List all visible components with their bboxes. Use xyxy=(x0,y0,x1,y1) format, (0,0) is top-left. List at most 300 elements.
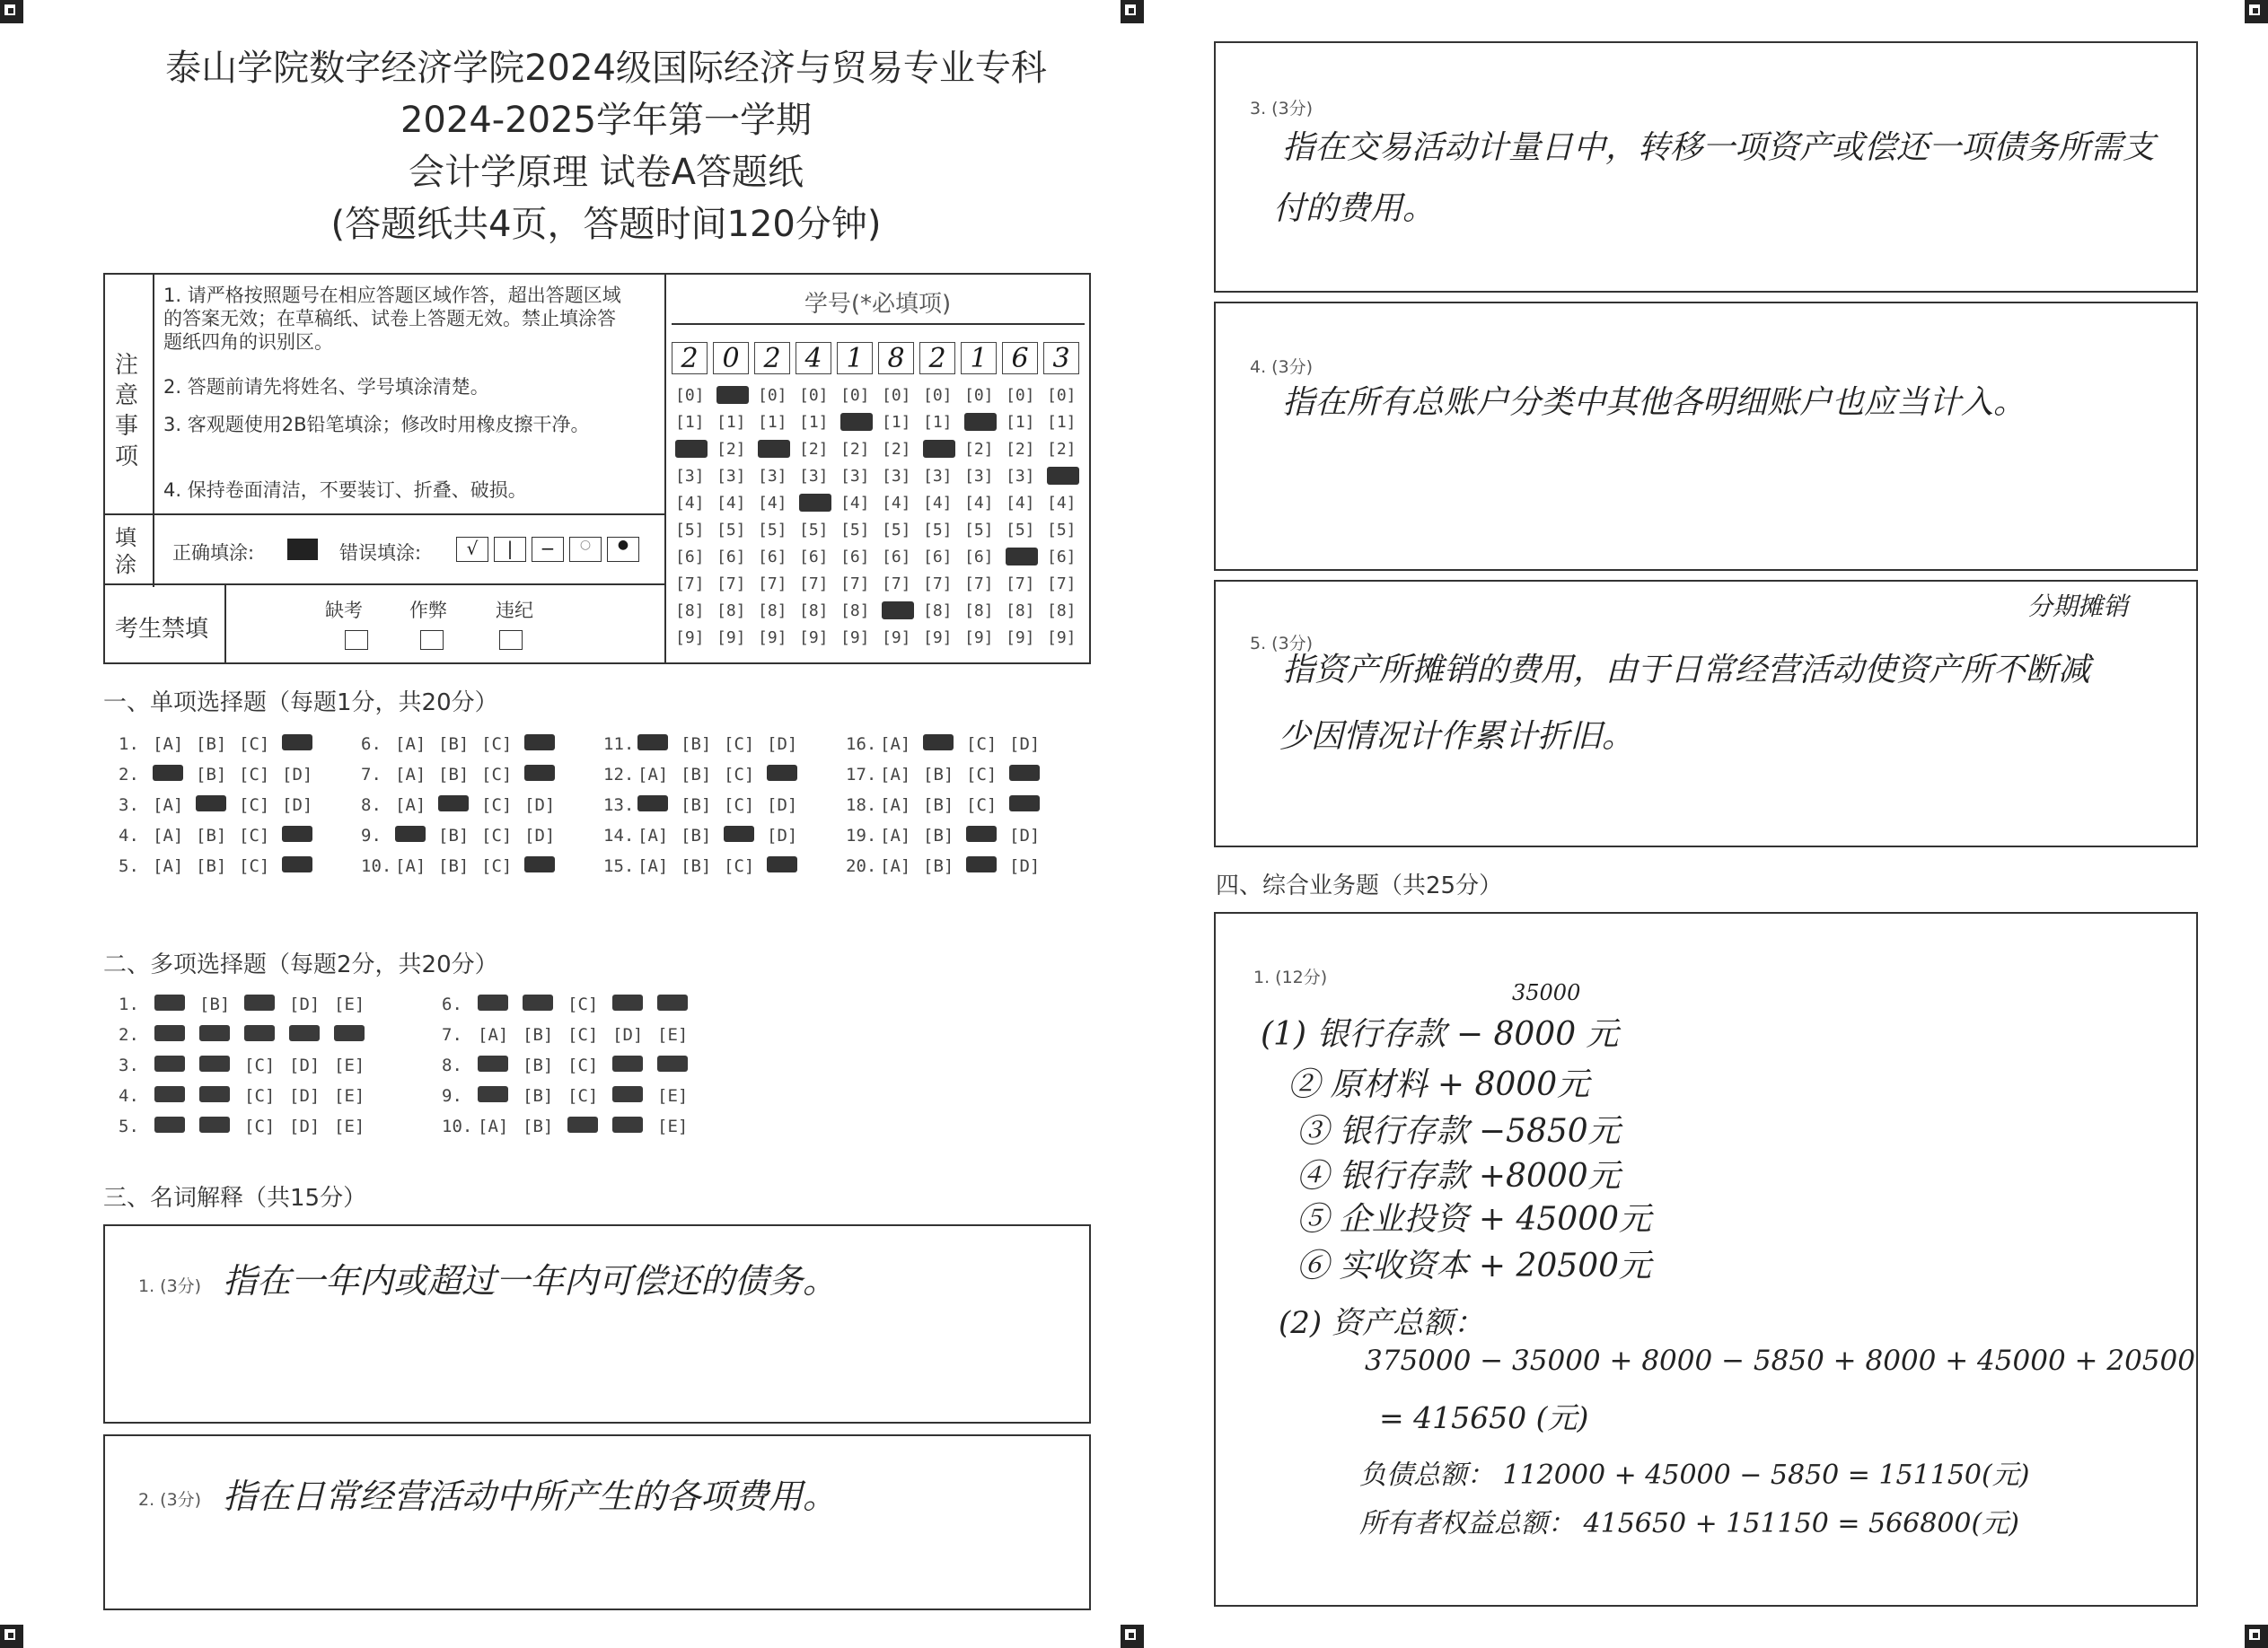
multi-choice-number: 6. xyxy=(442,995,462,1014)
multi-choice-bubble[interactable] xyxy=(334,1025,365,1041)
id-bubble[interactable]: [0] xyxy=(675,386,705,405)
single-choice-bubble[interactable]: [A] xyxy=(637,765,669,785)
single-choice-bubble[interactable]: [A] xyxy=(637,856,669,876)
id-bubble[interactable]: [1] xyxy=(799,413,829,432)
single-choice-bubble[interactable] xyxy=(767,765,797,781)
id-bubble[interactable]: [9] xyxy=(758,628,787,647)
q3-4-answer: 指在所有总账户分类中其他各明细账户也应当计入。 xyxy=(1282,384,2026,421)
multi-choice-bubble[interactable]: [B] xyxy=(523,1025,554,1045)
single-choice-bubble[interactable]: [A] xyxy=(880,765,911,785)
wrong-sample-4: ○ xyxy=(569,537,602,562)
single-choice-bubble[interactable]: [C] xyxy=(966,734,998,754)
single-choice-bubble[interactable]: [B] xyxy=(681,856,712,876)
correct-fill-label: 正确填涂: xyxy=(172,542,255,564)
section3-title: 三、名词解释（共15分） xyxy=(103,1185,367,1212)
forbid-label: 考生禁填 xyxy=(115,616,209,643)
id-bubble[interactable]: [7] xyxy=(799,574,829,593)
id-bubble[interactable]: [5] xyxy=(840,521,870,539)
single-choice-bubble[interactable]: [C] xyxy=(239,734,270,754)
section1-title: 一、单项选择题（每题1分，共20分） xyxy=(103,689,498,716)
id-bubble[interactable]: [8] xyxy=(923,601,953,620)
multi-choice-bubble[interactable] xyxy=(612,995,643,1011)
single-choice-bubble[interactable] xyxy=(966,826,997,842)
multi-choice-bubble[interactable]: [E] xyxy=(657,1117,689,1136)
single-choice-bubble[interactable]: [D] xyxy=(282,795,313,815)
multi-choice-bubble[interactable] xyxy=(154,1086,185,1102)
q3-5-answer-line2: 少因情况计作累计折旧。 xyxy=(1279,718,1635,755)
single-choice-bubble[interactable]: [D] xyxy=(1009,826,1041,846)
notice-item-1: 1. 请严格按照题号在相应答题区域作答，超出答题区域的答案无效；在草稿纸、试卷上答题无效。禁止填涂答题纸四角的识别区。 xyxy=(163,285,621,353)
id-bubble[interactable]: [7] xyxy=(840,574,870,593)
single-choice-bubble[interactable]: [D] xyxy=(1009,734,1041,754)
id-bubble[interactable]: [9] xyxy=(923,628,953,647)
multi-choice-bubble[interactable] xyxy=(478,1086,508,1102)
id-bubble[interactable]: [8] xyxy=(716,601,746,620)
multi-choice-bubble[interactable]: [B] xyxy=(523,1117,554,1136)
single-choice-bubble[interactable] xyxy=(153,765,183,781)
corner-marker-tr xyxy=(2245,0,2268,23)
multi-choice-bubble[interactable] xyxy=(154,995,185,1011)
q4-1-line-1: (1) 银行存款 − 8000 元 xyxy=(1261,1016,1619,1053)
id-bubble[interactable]: [6] xyxy=(716,548,746,566)
multi-choice-number: 5. xyxy=(119,1117,139,1136)
multi-choice-bubble[interactable]: [B] xyxy=(199,995,231,1014)
single-choice-bubble[interactable] xyxy=(438,795,469,811)
multi-choice-bubble[interactable] xyxy=(657,1056,688,1072)
single-choice-bubble[interactable]: [A] xyxy=(637,826,669,846)
single-choice-bubble[interactable]: [B] xyxy=(438,734,470,754)
multi-choice-bubble[interactable] xyxy=(199,1056,230,1072)
single-choice-bubble[interactable] xyxy=(767,856,797,872)
single-choice-bubble[interactable] xyxy=(966,856,997,872)
single-choice-number: 10. xyxy=(361,856,392,876)
multi-choice-bubble[interactable]: [C] xyxy=(244,1056,276,1075)
multi-choice-bubble[interactable] xyxy=(154,1056,185,1072)
q3-4-answer-box[interactable] xyxy=(1214,302,2198,571)
single-choice-bubble[interactable]: [A] xyxy=(153,856,184,876)
multi-choice-bubble[interactable] xyxy=(199,1086,230,1102)
multi-choice-bubble[interactable] xyxy=(244,1025,275,1041)
id-bubble[interactable] xyxy=(840,413,873,431)
single-choice-bubble[interactable]: [A] xyxy=(880,734,911,754)
q3-2-answer-box[interactable] xyxy=(103,1434,1091,1610)
single-choice-bubble[interactable]: [A] xyxy=(880,826,911,846)
id-bubble[interactable]: [0] xyxy=(882,386,911,405)
id-bubble[interactable]: [8] xyxy=(840,601,870,620)
id-bubble[interactable]: [4] xyxy=(1006,494,1035,513)
single-choice-bubble[interactable]: [D] xyxy=(767,795,798,815)
single-choice-bubble[interactable] xyxy=(524,734,555,750)
single-choice-number: 18. xyxy=(846,795,877,815)
id-bubble[interactable]: [6] xyxy=(799,548,829,566)
single-choice-bubble[interactable]: [C] xyxy=(481,826,513,846)
id-bubble[interactable]: [9] xyxy=(882,628,911,647)
multi-choice-bubble[interactable]: [E] xyxy=(334,1117,365,1136)
student-id-label: 学号(*必填项) xyxy=(804,291,952,318)
multi-choice-bubble[interactable]: [B] xyxy=(523,1056,554,1075)
multi-choice-bubble[interactable] xyxy=(199,1117,230,1133)
correct-fill-sample xyxy=(287,539,318,560)
id-bubble[interactable]: [1] xyxy=(923,413,953,432)
multi-choice-number: 9. xyxy=(442,1086,462,1106)
q3-3-answer-line2: 付的费用。 xyxy=(1273,190,1436,227)
q3-3-answer-line1: 指在交易活动计量日中，转移一项资产或偿还一项债务所需支 xyxy=(1282,129,2156,166)
q3-5-insertion: 分期摊销 xyxy=(2027,592,2129,621)
single-choice-bubble[interactable] xyxy=(724,826,754,842)
multi-choice-number: 3. xyxy=(119,1056,139,1075)
q4-1-line-10: 负债总额： 112000 + 45000 − 5850 = 151150(元) xyxy=(1359,1460,2030,1491)
id-bubble[interactable]: [0] xyxy=(758,386,787,405)
single-choice-bubble[interactable]: [A] xyxy=(395,734,426,754)
id-bubble[interactable]: [3] xyxy=(882,467,911,486)
id-bubble[interactable]: [9] xyxy=(799,628,829,647)
id-bubble[interactable]: [3] xyxy=(758,467,787,486)
id-bubble[interactable]: [5] xyxy=(882,521,911,539)
id-bubble[interactable]: [0] xyxy=(923,386,953,405)
multi-choice-bubble[interactable]: [D] xyxy=(289,995,321,1014)
id-bubble[interactable]: [3] xyxy=(675,467,705,486)
header-line-2: 2024-2025学年第一学期 xyxy=(400,100,813,141)
single-choice-bubble[interactable]: [C] xyxy=(481,856,513,876)
multi-choice-bubble[interactable] xyxy=(154,1117,185,1133)
student-id-digit: 8 xyxy=(878,342,914,374)
student-id-digit: 6 xyxy=(1002,342,1038,374)
multi-choice-bubble[interactable] xyxy=(612,1117,643,1133)
forbid-absent-label: 缺考 xyxy=(325,600,363,621)
single-choice-number: 13. xyxy=(603,795,635,815)
q3-3-label: 3. (3分) xyxy=(1250,99,1314,118)
id-bubble[interactable]: [2] xyxy=(716,440,746,459)
id-bubble[interactable]: [3] xyxy=(799,467,829,486)
single-choice-bubble[interactable]: [C] xyxy=(239,795,270,815)
multi-choice-bubble[interactable] xyxy=(612,1086,643,1102)
id-bubble[interactable]: [4] xyxy=(1047,494,1077,513)
id-bubble[interactable]: [2] xyxy=(1006,440,1035,459)
id-bubble[interactable]: [9] xyxy=(675,628,705,647)
wrong-fill-label: 错误填涂: xyxy=(339,542,422,564)
id-bubble[interactable]: [4] xyxy=(758,494,787,513)
single-choice-bubble[interactable]: [B] xyxy=(681,734,712,754)
id-bubble[interactable]: [8] xyxy=(964,601,994,620)
single-choice-bubble[interactable] xyxy=(196,795,226,811)
multi-choice-bubble[interactable]: [C] xyxy=(244,1086,276,1106)
single-choice-bubble[interactable]: [B] xyxy=(438,765,470,785)
id-bubble[interactable]: [6] xyxy=(840,548,870,566)
id-bubble[interactable]: [4] xyxy=(923,494,953,513)
single-choice-bubble[interactable] xyxy=(282,856,312,872)
violation-checkbox[interactable] xyxy=(499,630,523,650)
id-bubble[interactable]: [8] xyxy=(799,601,829,620)
multi-choice-bubble[interactable]: [E] xyxy=(334,995,365,1014)
student-id-digit: 3 xyxy=(1043,342,1079,374)
single-choice-bubble[interactable]: [B] xyxy=(438,856,470,876)
single-choice-bubble[interactable] xyxy=(524,765,555,781)
multi-choice-bubble[interactable] xyxy=(657,995,688,1011)
multi-choice-bubble[interactable]: [E] xyxy=(334,1086,365,1106)
multi-choice-bubble[interactable]: [D] xyxy=(289,1056,321,1075)
single-choice-bubble[interactable]: [B] xyxy=(923,826,954,846)
single-choice-bubble[interactable]: [C] xyxy=(239,826,270,846)
multi-choice-bubble[interactable] xyxy=(289,1025,320,1041)
absent-checkbox[interactable] xyxy=(345,630,368,650)
id-bubble[interactable]: [9] xyxy=(1006,628,1035,647)
q4-1-line-3: ③ 银行存款 −5850元 xyxy=(1297,1113,1621,1150)
id-bubble[interactable]: [3] xyxy=(716,467,746,486)
id-bubble[interactable]: [5] xyxy=(716,521,746,539)
fill-label: 填涂 xyxy=(115,525,136,577)
single-choice-bubble[interactable]: [B] xyxy=(196,765,227,785)
single-choice-bubble[interactable]: [D] xyxy=(282,765,313,785)
single-choice-number: 6. xyxy=(361,734,382,754)
id-bubble[interactable]: [5] xyxy=(923,521,953,539)
id-bubble[interactable] xyxy=(1006,548,1038,565)
id-bubble[interactable]: [0] xyxy=(1047,386,1077,405)
single-choice-bubble[interactable]: [A] xyxy=(395,765,426,785)
single-choice-bubble[interactable]: [C] xyxy=(481,734,513,754)
corner-marker-bl xyxy=(0,1625,23,1648)
corner-marker-tl xyxy=(0,0,23,23)
id-bubble[interactable]: [7] xyxy=(1047,574,1077,593)
single-choice-bubble[interactable]: [D] xyxy=(524,795,556,815)
id-bubble[interactable] xyxy=(964,413,997,431)
id-bubble[interactable] xyxy=(1047,467,1079,485)
cheat-checkbox[interactable] xyxy=(420,630,444,650)
id-bubble[interactable]: [2] xyxy=(840,440,870,459)
q3-4-label: 4. (3分) xyxy=(1250,357,1314,377)
single-choice-bubble[interactable]: [C] xyxy=(724,795,755,815)
single-choice-bubble[interactable] xyxy=(282,826,312,842)
id-bubble[interactable]: [3] xyxy=(964,467,994,486)
id-bubble[interactable]: [5] xyxy=(758,521,787,539)
q3-2-answer: 指在日常经营活动中所产生的各项费用。 xyxy=(223,1477,838,1516)
id-bubble[interactable]: [9] xyxy=(1047,628,1077,647)
multi-choice-number: 4. xyxy=(119,1086,139,1106)
id-bubble[interactable]: [7] xyxy=(923,574,953,593)
single-choice-bubble[interactable]: [B] xyxy=(923,765,954,785)
section2-title: 二、多项选择题（每题2分，共20分） xyxy=(103,951,498,978)
q4-1-line-7: (2) 资产总额： xyxy=(1279,1305,1484,1341)
id-bubble[interactable]: [4] xyxy=(675,494,705,513)
multi-choice-bubble[interactable] xyxy=(567,1117,598,1133)
multi-choice-number: 1. xyxy=(119,995,139,1014)
single-choice-bubble[interactable]: [C] xyxy=(724,734,755,754)
multi-choice-bubble[interactable] xyxy=(478,1056,508,1072)
id-bubble[interactable]: [7] xyxy=(758,574,787,593)
multi-choice-bubble[interactable]: [C] xyxy=(244,1117,276,1136)
single-choice-bubble[interactable]: [B] xyxy=(923,795,954,815)
single-choice-bubble[interactable]: [C] xyxy=(481,795,513,815)
multi-choice-bubble[interactable]: [E] xyxy=(657,1025,689,1045)
id-bubble[interactable]: [1] xyxy=(675,413,705,432)
notice-label: 注意事项 xyxy=(115,352,139,470)
id-bubble[interactable]: [0] xyxy=(799,386,829,405)
multi-choice-bubble[interactable] xyxy=(523,995,553,1011)
single-choice-bubble[interactable] xyxy=(1009,765,1040,781)
multi-choice-bubble[interactable]: [D] xyxy=(289,1117,321,1136)
id-bubble[interactable]: [0] xyxy=(964,386,994,405)
multi-choice-number: 10. xyxy=(442,1117,473,1136)
student-id-digit: 2 xyxy=(754,342,790,374)
id-bubble[interactable]: [3] xyxy=(840,467,870,486)
id-bubble[interactable]: [1] xyxy=(1006,413,1035,432)
id-bubble[interactable]: [2] xyxy=(882,440,911,459)
id-bubble[interactable]: [7] xyxy=(716,574,746,593)
single-choice-number: 19. xyxy=(846,826,877,846)
id-bubble[interactable]: [6] xyxy=(675,548,705,566)
single-choice-bubble[interactable]: [A] xyxy=(880,795,911,815)
id-bubble[interactable] xyxy=(675,440,708,458)
wrong-sample-2: | xyxy=(494,537,526,562)
header-line-1: 泰山学院数字经济学院2024级国际经济与贸易专业专科 xyxy=(165,48,1047,89)
id-bubble[interactable]: [9] xyxy=(716,628,746,647)
id-bubble[interactable]: [4] xyxy=(882,494,911,513)
student-id-digit: 0 xyxy=(713,342,749,374)
multi-choice-bubble[interactable]: [C] xyxy=(567,1056,599,1075)
id-bubble[interactable]: [1] xyxy=(882,413,911,432)
single-choice-bubble[interactable] xyxy=(524,856,555,872)
id-bubble[interactable]: [0] xyxy=(1006,386,1035,405)
multi-choice-bubble[interactable]: [D] xyxy=(289,1086,321,1106)
id-bubble[interactable]: [1] xyxy=(1047,413,1077,432)
id-bubble[interactable]: [7] xyxy=(882,574,911,593)
multi-choice-bubble[interactable] xyxy=(478,995,508,1011)
single-choice-bubble[interactable]: [B] xyxy=(681,826,712,846)
q4-1-line-9: = 415650 (元) xyxy=(1379,1400,1589,1435)
id-bubble[interactable]: [2] xyxy=(1047,440,1077,459)
single-choice-bubble[interactable]: [B] xyxy=(681,795,712,815)
single-choice-number: 4. xyxy=(119,826,139,846)
id-bubble[interactable]: [7] xyxy=(964,574,994,593)
multi-choice-bubble[interactable]: [C] xyxy=(567,1025,599,1045)
single-choice-bubble[interactable]: [B] xyxy=(196,734,227,754)
id-bubble[interactable]: [1] xyxy=(758,413,787,432)
single-choice-bubble[interactable] xyxy=(395,826,426,842)
single-choice-number: 15. xyxy=(603,856,635,876)
id-bubble[interactable]: [5] xyxy=(964,521,994,539)
multi-choice-bubble[interactable]: [A] xyxy=(478,1025,509,1045)
id-bubble[interactable]: [5] xyxy=(1047,521,1077,539)
id-bubble[interactable]: [5] xyxy=(675,521,705,539)
id-bubble[interactable] xyxy=(882,601,914,619)
wrong-sample-5: ● xyxy=(607,537,639,562)
id-bubble[interactable]: [0] xyxy=(840,386,870,405)
single-choice-bubble[interactable]: [C] xyxy=(966,795,998,815)
single-choice-bubble[interactable]: [A] xyxy=(395,856,426,876)
corner-marker-bm xyxy=(1121,1625,1144,1648)
single-choice-bubble[interactable]: [A] xyxy=(153,826,184,846)
id-bubble[interactable]: [6] xyxy=(964,548,994,566)
id-bubble[interactable]: [8] xyxy=(1047,601,1077,620)
id-bubble[interactable] xyxy=(716,386,749,404)
multi-choice-bubble[interactable] xyxy=(199,1025,230,1041)
id-bubble[interactable]: [9] xyxy=(840,628,870,647)
id-bubble[interactable]: [5] xyxy=(1006,521,1035,539)
multi-choice-bubble[interactable]: [D] xyxy=(612,1025,644,1045)
q3-1-label: 1. (3分) xyxy=(138,1276,202,1296)
id-bubble[interactable]: [3] xyxy=(1006,467,1035,486)
multi-choice-bubble[interactable]: [C] xyxy=(567,1086,599,1106)
id-bubble[interactable]: [8] xyxy=(758,601,787,620)
id-bubble[interactable]: [1] xyxy=(716,413,746,432)
multi-choice-bubble[interactable]: [A] xyxy=(478,1117,509,1136)
multi-choice-bubble[interactable]: [B] xyxy=(523,1086,554,1106)
notice-item-4: 4. 保持卷面清洁，不要装订、折叠、破损。 xyxy=(163,479,527,501)
single-choice-bubble[interactable]: [A] xyxy=(395,795,426,815)
single-choice-bubble[interactable]: [C] xyxy=(724,856,755,876)
multi-choice-bubble[interactable] xyxy=(244,995,275,1011)
single-choice-number: 7. xyxy=(361,765,382,785)
single-choice-bubble[interactable]: [D] xyxy=(767,734,798,754)
id-bubble[interactable] xyxy=(758,440,790,458)
single-choice-bubble[interactable]: [B] xyxy=(196,856,227,876)
id-bubble[interactable]: [6] xyxy=(882,548,911,566)
single-choice-bubble[interactable]: [B] xyxy=(681,765,712,785)
id-bubble[interactable]: [6] xyxy=(923,548,953,566)
single-choice-bubble[interactable] xyxy=(282,734,312,750)
single-choice-bubble[interactable] xyxy=(1009,795,1040,811)
single-choice-number: 8. xyxy=(361,795,382,815)
single-choice-bubble[interactable]: [C] xyxy=(724,765,755,785)
id-bubble[interactable] xyxy=(799,494,831,512)
single-choice-bubble[interactable]: [B] xyxy=(923,856,954,876)
id-bubble[interactable]: [2] xyxy=(964,440,994,459)
multi-choice-bubble[interactable] xyxy=(612,1056,643,1072)
id-bubble[interactable]: [8] xyxy=(675,601,705,620)
single-choice-bubble[interactable]: [C] xyxy=(966,765,998,785)
q4-1-line-4: ④ 银行存款 +8000元 xyxy=(1297,1158,1621,1195)
single-choice-bubble[interactable]: [B] xyxy=(196,826,227,846)
single-choice-bubble[interactable]: [B] xyxy=(438,826,470,846)
single-choice-bubble[interactable]: [A] xyxy=(153,734,184,754)
multi-choice-number: 2. xyxy=(119,1025,139,1045)
multi-choice-bubble[interactable] xyxy=(154,1025,185,1041)
id-bubble[interactable]: [7] xyxy=(675,574,705,593)
single-choice-bubble[interactable] xyxy=(637,795,668,811)
id-bubble[interactable]: [3] xyxy=(923,467,953,486)
forbid-violation-label: 违纪 xyxy=(496,600,533,621)
single-choice-bubble[interactable]: [D] xyxy=(767,826,798,846)
single-choice-number: 5. xyxy=(119,856,139,876)
id-bubble[interactable] xyxy=(923,440,955,458)
q4-1-line-8: 375000 − 35000 + 8000 − 5850 + 8000 + 45000 + 20500 xyxy=(1365,1345,2195,1377)
single-choice-number: 16. xyxy=(846,734,877,754)
id-bubble[interactable]: [4] xyxy=(716,494,746,513)
id-bubble[interactable]: [2] xyxy=(799,440,829,459)
multi-choice-bubble[interactable]: [E] xyxy=(657,1086,689,1106)
single-choice-bubble[interactable]: [C] xyxy=(481,765,513,785)
single-choice-bubble[interactable]: [A] xyxy=(153,795,184,815)
id-bubble[interactable]: [6] xyxy=(1047,548,1077,566)
id-bubble[interactable]: [5] xyxy=(799,521,829,539)
id-bubble[interactable]: [4] xyxy=(840,494,870,513)
id-bubble[interactable]: [7] xyxy=(1006,574,1035,593)
multi-choice-bubble[interactable]: [C] xyxy=(567,995,599,1014)
q4-1-correction: 35000 xyxy=(1512,980,1581,1005)
id-bubble[interactable]: [8] xyxy=(1006,601,1035,620)
single-choice-bubble[interactable]: [A] xyxy=(880,856,911,876)
multi-choice-bubble[interactable]: [E] xyxy=(334,1056,365,1075)
single-choice-bubble[interactable]: [D] xyxy=(524,826,556,846)
header-line-3: 会计学原理 试卷A答题纸 xyxy=(408,152,804,193)
id-bubble[interactable]: [4] xyxy=(964,494,994,513)
id-bubble[interactable]: [6] xyxy=(758,548,787,566)
single-choice-bubble[interactable] xyxy=(923,734,954,750)
single-choice-bubble[interactable]: [C] xyxy=(239,765,270,785)
id-bubble[interactable]: [9] xyxy=(964,628,994,647)
single-choice-bubble[interactable]: [D] xyxy=(1009,856,1041,876)
single-choice-bubble[interactable]: [C] xyxy=(239,856,270,876)
single-choice-bubble[interactable] xyxy=(637,734,668,750)
